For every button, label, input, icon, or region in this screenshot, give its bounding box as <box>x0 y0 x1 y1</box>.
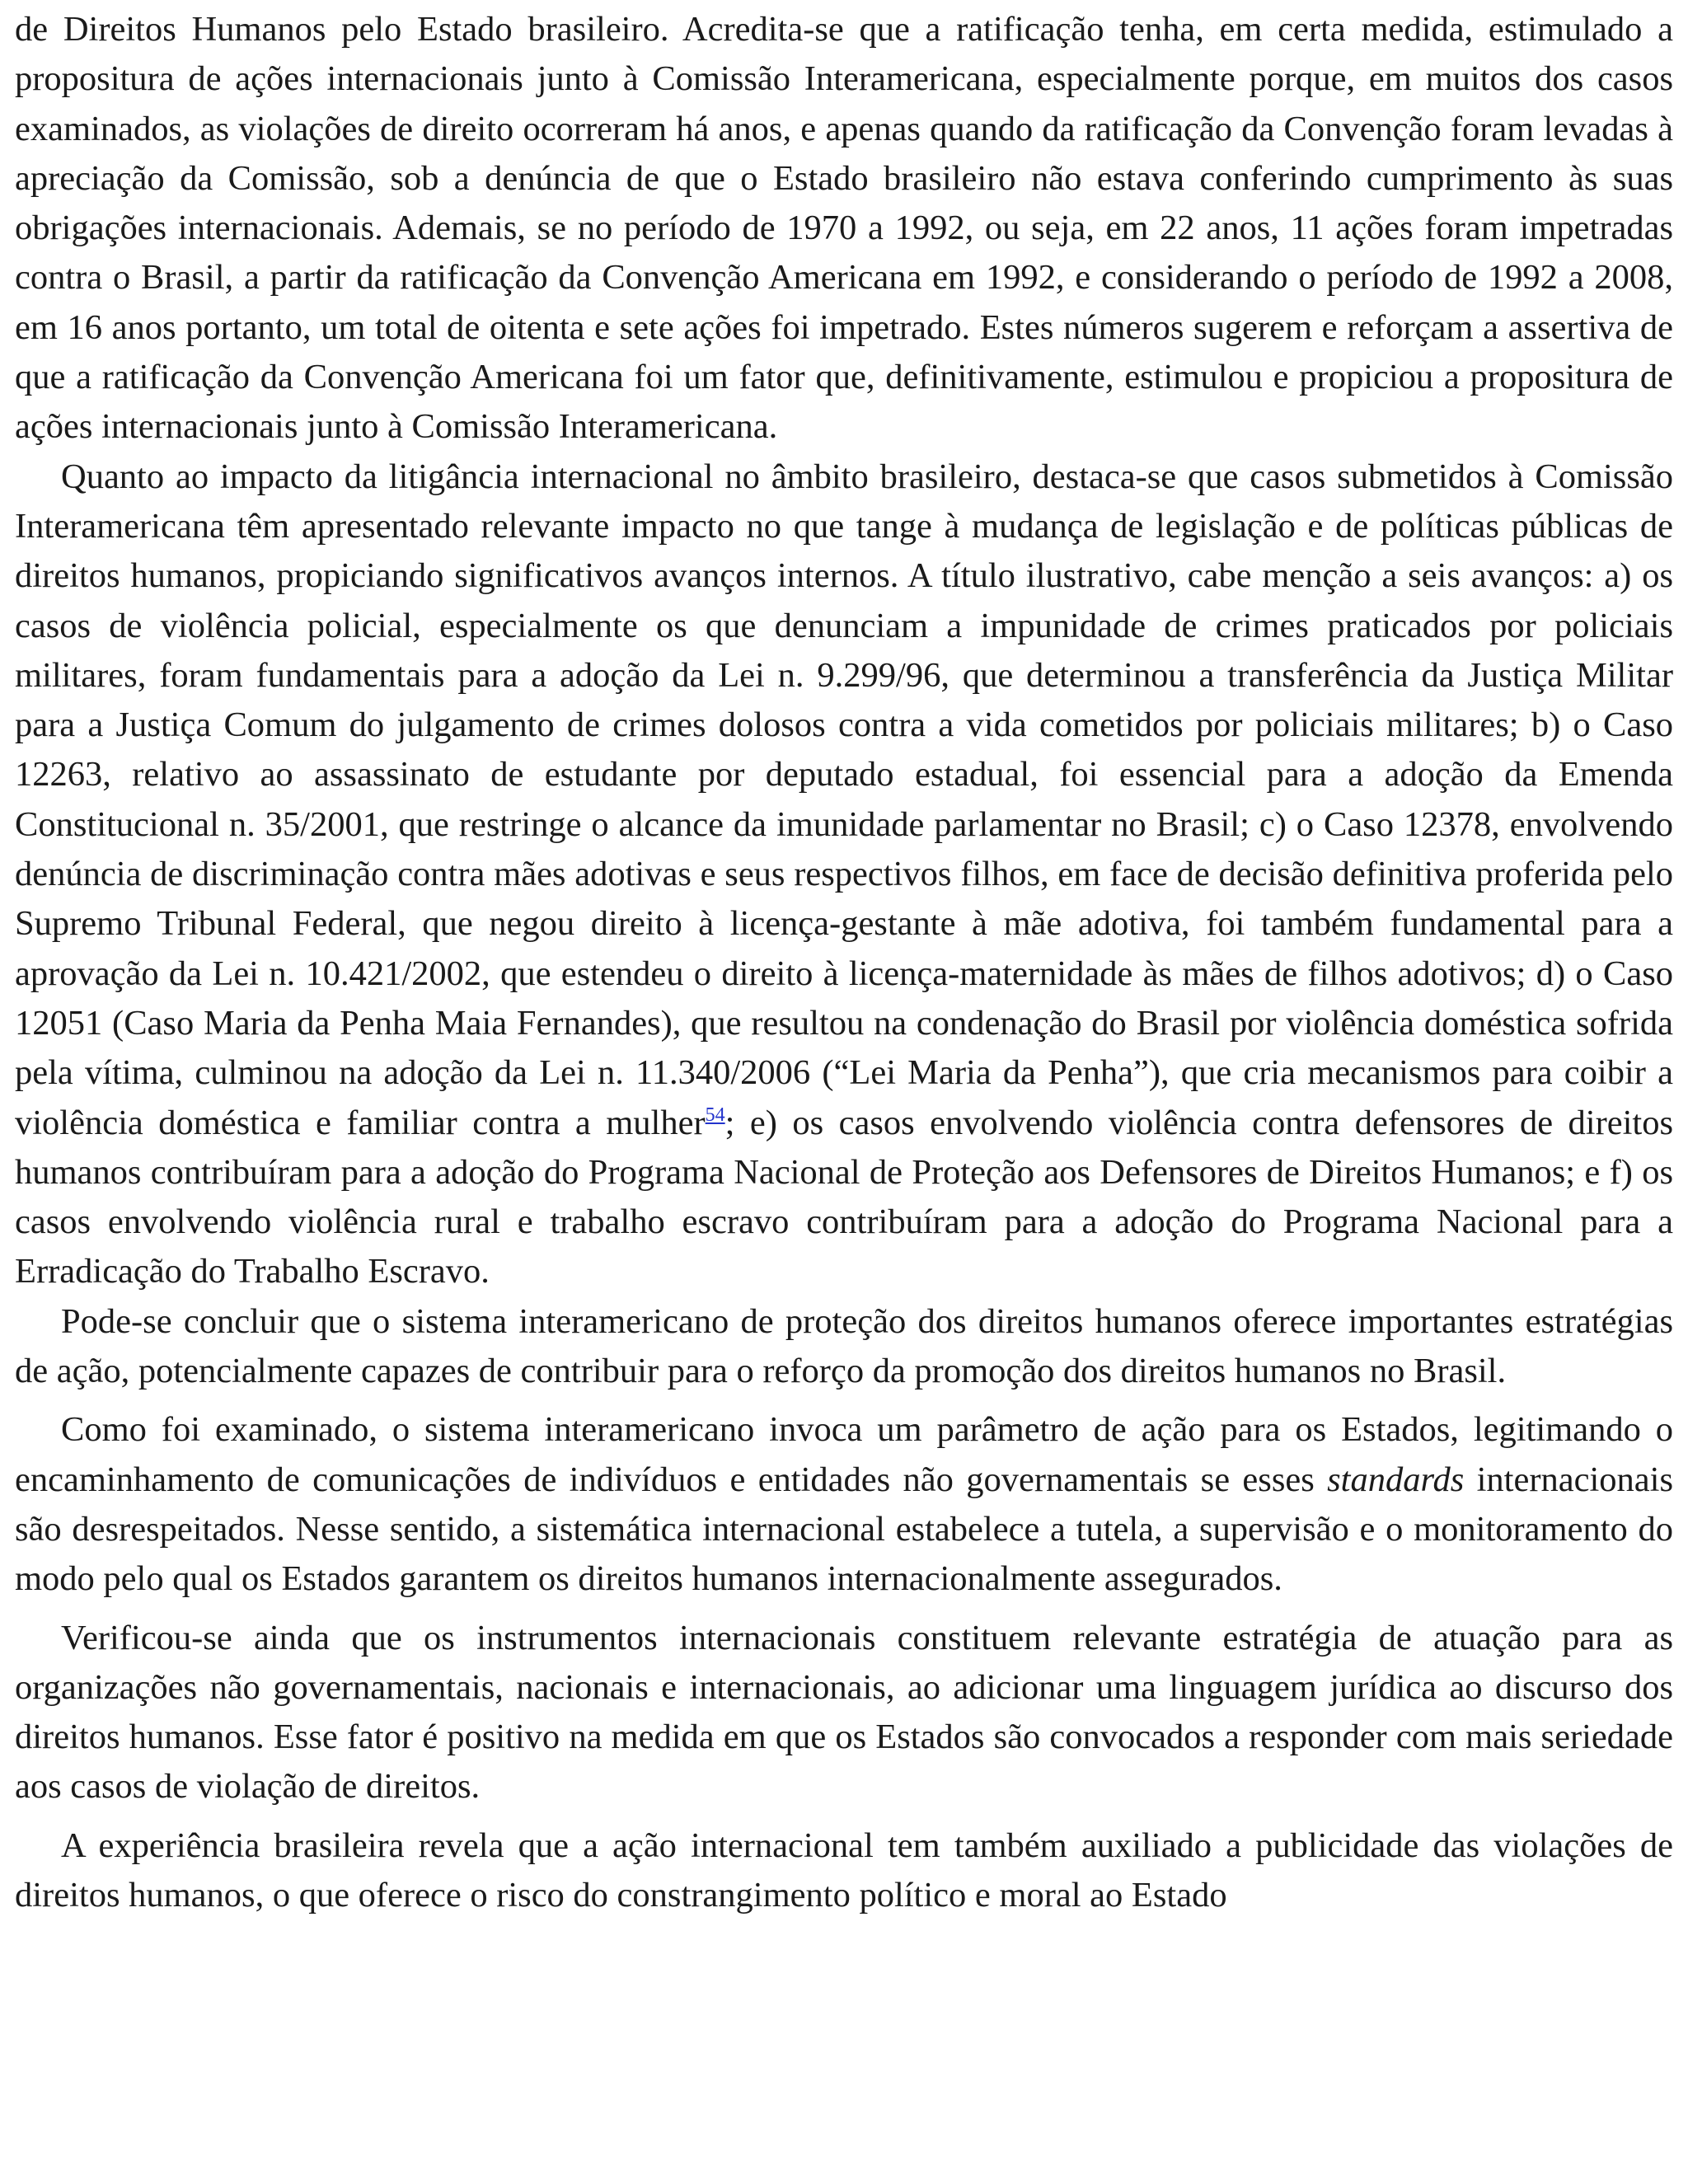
paragraph-conclusion: Pode-se concluir que o sistema interamericano de proteção dos direitos humanos oferece importantes estratégias de ação, potencialmente capazes de contribuir para o reforço da promoção dos direitos humanos no Brasil. <box>15 1301 1673 1391</box>
paragraph-text: internacionais são desrespeitados. Nesse sentido, a sistemática internacional estabelece a tutela, a supervisão e o monitoramento do modo pelo qual os Estados garantem os direitos humanos internacionalmente assegurados. <box>15 1460 1673 1599</box>
paragraph-text: Quanto ao impacto da litigância internacional no âmbito brasileiro, destaca-se que casos submetidos à Comissão Interamericana têm apresentado relevante impacto no que tange à mudança de legislação e de políticas públicas de direitos humanos, propiciando significativos avanços internos. A título ilustrativo, cabe menção a seis avanços: a) os casos de violência policial, especialmente os que denunciam a impunidade de crimes praticados por policiais militares, foram fundamentais para a adoção da Lei n. 9.299/96, que determinou a transferência da Justiça Militar para a Justiça Comum do julgamento de crimes dolosos contra a vida cometidos por policiais militares; b) o Caso 12263, relativo ao assassinato de estudante por deputado estadual, foi essencial para a adoção da Emenda Constitucional n. 35/2001, que restringe o alcance da imunidade parlamentar no Brasil; c) o Caso 12378, envolvendo denúncia de discriminação contra mães adotivas e seus respectivos filhos, em face de decisão definitiva proferida pelo Supremo Tribunal Federal, que negou direito à licença-gestante à mãe adotiva, foi também fundamental para a aprovação da Lei n. 10.421/2002, que estendeu o direito à licença-maternidade às mães de filhos adotivos; d) o Caso 12051 (Caso Maria da Penha Maia Fernandes), que resultou na condenação do Brasil por violência doméstica sofrida pela vítima, culminou na adoção da Lei n. 11.340/2006 (“Lei Maria da Penha”), que cria mecanismos para coibir a violência doméstica e familiar contra a mulher <box>15 457 1673 1142</box>
paragraph-text: Como foi examinado, o sistema interamericano invoca um parâmetro de ação para os Estados, legitimando o encaminhamento de comunicações de indivíduos e entidades não governamentais se esses <box>15 1410 1673 1499</box>
paragraph-litigation-impact <box>15 452 1673 1297</box>
paragraph-standards <box>15 1405 1673 1604</box>
paragraph-ngo-strategy: Verificou-se ainda que os instrumentos internacionais constituem relevante estratégia de atuação para as organizações não governamentais, nacionais e internacionais, ao adicionar uma linguagem jurídica ao discurso dos direitos humanos. Esse fator é positivo na medida em que os Estados são convocados a responder com mais seriedade aos casos de violação de direitos. <box>15 1618 1673 1807</box>
footnote-link[interactable]: 54 <box>705 1104 725 1126</box>
paragraph-text: ; e) os casos envolvendo violência contra defensores de direitos humanos contribuíram para a adoção do Programa Nacional de Proteção aos Defensores de Direitos Humanos; e f) os casos envolvendo violência rural e trabalho escravo contribuíram para a adoção do Programa Nacional para a Erradicação do Trabalho Escravo. <box>15 1103 1673 1291</box>
italic-term: standards <box>1327 1460 1465 1499</box>
paragraph-continuation: de Direitos Humanos pelo Estado brasileiro. Acredita-se que a ratificação tenha, em certa medida, estimulado a propositura de ações internacionais junto à Comissão Interamericana, especialmente porque, em muitos dos casos examinados, as violações de direito ocorreram há anos, e apenas quando da ratificação da Convenção foram levadas à apreciação da Comissão, sob a denúncia de que o Estado brasileiro não estava conferindo cumprimento às suas obrigações internacionais. Ademais, se no período de 1970 a 1992, ou seja, em 22 anos, 11 ações foram impetradas contra o Brasil, a partir da ratificação da Convenção Americana em 1992, e considerando o período de 1992 a 2008, em 16 anos portanto, um total de oitenta e sete ações foi impetrado. Estes números sugerem e reforçam a assertiva de que a ratificação da Convenção Americana foi um fator que, definitivamente, estimulou e propiciou a propositura de ações internacionais junto à Comissão Interamericana. <box>15 10 1673 447</box>
paragraph-brazilian-experience: A experiência brasileira revela que a ação internacional tem também auxiliado a publicidade das violações de direitos humanos, o que oferece o risco do constrangimento político e moral ao Estado <box>15 1825 1673 1915</box>
document-page <box>15 5 1673 1920</box>
